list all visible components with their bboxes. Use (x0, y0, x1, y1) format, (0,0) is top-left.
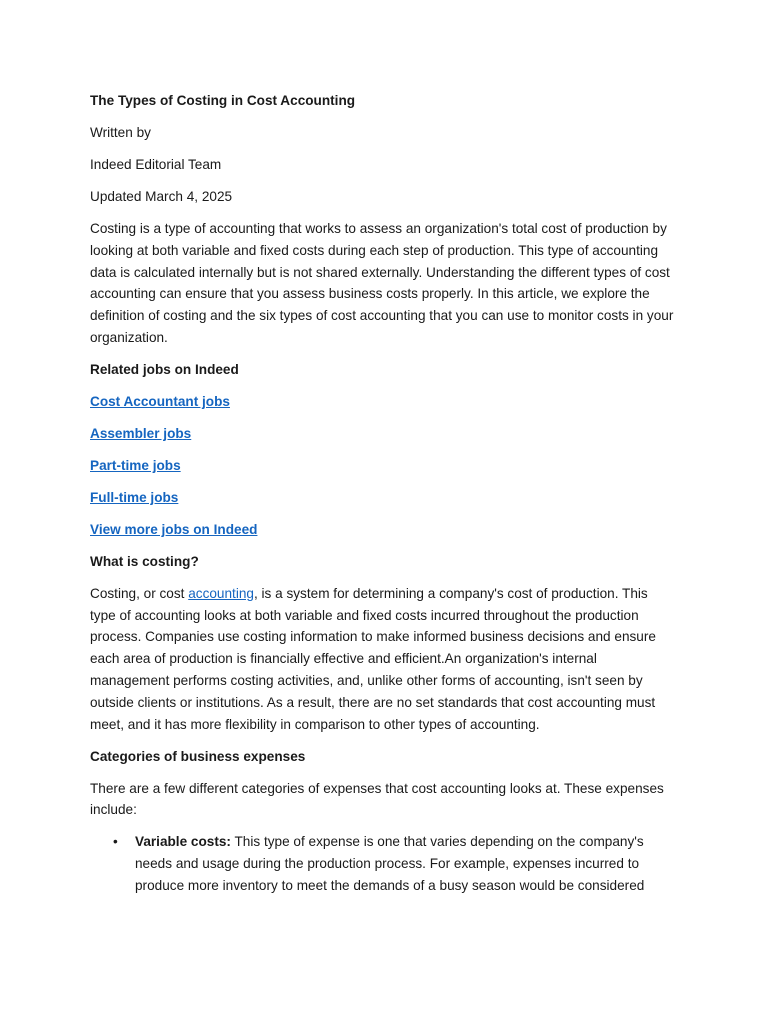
costing-text-after-link: , is a system for determining a company's cost of production. This type of accounting looks at both variable and fixed costs incurred throughout the production process. Companies use costing information to make informed business decisions and ensure each area of production is financially effective and efficient.An organization's internal management performs costing activities, and, unlike other forms of accounting, isn't seen by outside clients or institutions. As a result, there are no set standards that cost accounting must meet, and it has more flexibility in comparison to other types of accounting. (90, 585, 656, 732)
cost-accountant-jobs-link[interactable]: Cost Accountant jobs (90, 393, 230, 409)
related-job-link-item (90, 423, 675, 445)
what-is-costing-heading: What is costing? (90, 553, 199, 569)
written-by-label: Written by (90, 124, 151, 140)
view-more-jobs-link[interactable]: View more jobs on Indeed (90, 521, 258, 537)
assembler-jobs-link[interactable]: Assembler jobs (90, 425, 192, 441)
list-item (113, 831, 675, 896)
article (90, 90, 675, 897)
related-jobs-heading: Related jobs on Indeed (90, 361, 239, 377)
expense-description: This type of expense is one that varies depending on the company's needs and usage during the production process. For example, expenses incurred to produce more inventory to meet the demands of a busy season would be considered (135, 834, 645, 893)
author-name: Indeed Editorial Team (90, 156, 222, 172)
updated-date: Updated March 4, 2025 (90, 188, 233, 204)
accounting-link[interactable]: accounting (188, 585, 254, 601)
article-title: The Types of Costing in Cost Accounting (90, 93, 356, 108)
related-job-link-item (90, 519, 675, 541)
part-time-jobs-link[interactable]: Part-time jobs (90, 457, 181, 473)
expense-term: Variable costs: (135, 834, 231, 850)
categories-intro: There are a few different categories of expenses that cost accounting looks at. These expenses include: (90, 780, 664, 818)
categories-heading: Categories of business expenses (90, 748, 306, 764)
intro-paragraph: Costing is a type of accounting that works to assess an organization's total cost of production by looking at both variable and fixed costs during each step of production. This type of accounting data is calculated internally but is not shared externally. Understanding the different types of cost accounting can ensure that you assess business costs properly. In this article, we explore the definition of costing and the six types of cost accounting that you can use to monitor costs in your organization. (90, 220, 674, 345)
related-job-link-item (90, 391, 675, 413)
what-is-costing-paragraph (90, 583, 675, 736)
expense-list (90, 831, 675, 896)
full-time-jobs-link[interactable]: Full-time jobs (90, 489, 179, 505)
related-job-link-item (90, 455, 675, 477)
related-job-link-item (90, 487, 675, 509)
costing-text-before-link: Costing, or cost (90, 585, 189, 601)
bullet-icon: • (113, 834, 118, 850)
